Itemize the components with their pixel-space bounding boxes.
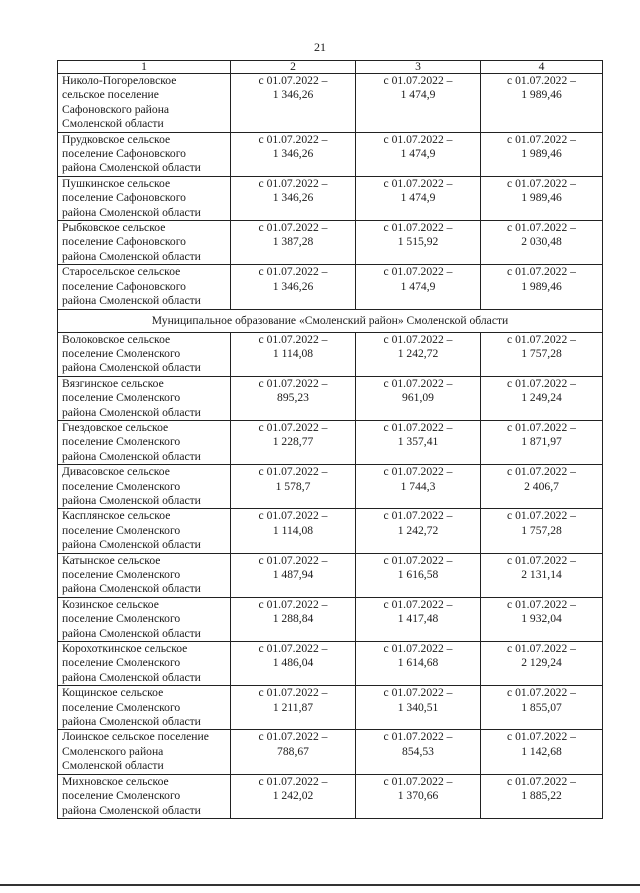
tariff-cell-col2: с 01.07.2022 – 1 578,7 [231,465,356,509]
column-header-4: 4 [481,61,603,74]
tariff-cell-col4: с 01.07.2022 – 1 871,97 [481,420,603,464]
settlement-name-cell: Катынское сельское поселение Смоленского района Смоленской области [58,553,231,597]
table-row [58,221,603,265]
settlement-name-cell: Николо-Погореловское сельское поселение Сафоновского района Смоленской области [58,74,231,133]
settlement-name-cell: Волоковское сельское поселение Смоленского района Смоленской области [58,332,231,376]
tariff-table [57,60,603,819]
tariff-cell-col3: с 01.07.2022 – 1 474,9 [356,74,481,133]
tariff-cell-col3: с 01.07.2022 – 1 474,9 [356,132,481,176]
table-row [58,509,603,553]
table-row [58,774,603,818]
page-number: 21 [314,40,326,54]
tariff-cell-col2: с 01.07.2022 – 1 242,02 [231,774,356,818]
settlement-name-cell: Прудковское сельское поселение Сафоновского района Смоленской области [58,132,231,176]
table-row [58,465,603,509]
tariff-cell-col3: с 01.07.2022 – 1 340,51 [356,686,481,730]
settlement-name-cell: Кощинское сельское поселение Смоленского района Смоленской области [58,686,231,730]
tariff-cell-col4: с 01.07.2022 – 1 855,07 [481,686,603,730]
section-row [58,309,603,332]
tariff-cell-col2: с 01.07.2022 – 1 114,08 [231,509,356,553]
settlement-name-cell: Гнездовское сельское поселение Смоленского района Смоленской области [58,420,231,464]
table-row [58,74,603,133]
table-body [58,74,603,819]
tariff-cell-col4: с 01.07.2022 – 1 932,04 [481,597,603,641]
tariff-cell-col4: с 01.07.2022 – 1 249,24 [481,376,603,420]
tariff-cell-col4: с 01.07.2022 – 1 989,46 [481,265,603,309]
tariff-cell-col4: с 01.07.2022 – 2 131,14 [481,553,603,597]
settlement-name-cell: Лоинское сельское поселение Смоленского района Смоленской области [58,730,231,774]
tariff-cell-col2: с 01.07.2022 – 1 387,28 [231,221,356,265]
table-row [58,730,603,774]
tariff-cell-col2: с 01.07.2022 – 1 228,77 [231,420,356,464]
tariff-cell-col2: с 01.07.2022 – 1 346,26 [231,74,356,133]
tariff-cell-col4: с 01.07.2022 – 1 142,68 [481,730,603,774]
tariff-cell-col3: с 01.07.2022 – 1 370,66 [356,774,481,818]
settlement-name-cell: Старосельское сельское поселение Сафоновского района Смоленской области [58,265,231,309]
table-row [58,686,603,730]
tariff-cell-col3: с 01.07.2022 – 1 614,68 [356,642,481,686]
bottom-rule [0,884,640,886]
settlement-name-cell: Козинское сельское поселение Смоленского района Смоленской области [58,597,231,641]
settlement-name-cell: Вязгинское сельское поселение Смоленского района Смоленской области [58,376,231,420]
table-row [58,420,603,464]
tariff-cell-col3: с 01.07.2022 – 1 744,3 [356,465,481,509]
table-row [58,176,603,220]
tariff-cell-col3: с 01.07.2022 – 1 474,9 [356,265,481,309]
tariff-cell-col2: с 01.07.2022 – 788,67 [231,730,356,774]
tariff-cell-col2: с 01.07.2022 – 1 211,87 [231,686,356,730]
tariff-cell-col3: с 01.07.2022 – 1 474,9 [356,176,481,220]
tariff-cell-col4: с 01.07.2022 – 2 030,48 [481,221,603,265]
settlement-name-cell: Рыбковское сельское поселение Сафоновского района Смоленской области [58,221,231,265]
tariff-cell-col4: с 01.07.2022 – 1 885,22 [481,774,603,818]
tariff-cell-col3: с 01.07.2022 – 854,53 [356,730,481,774]
tariff-cell-col3: с 01.07.2022 – 1 242,72 [356,509,481,553]
table-row [58,376,603,420]
settlement-name-cell: Касплянское сельское поселение Смоленского района Смоленской области [58,509,231,553]
tariff-cell-col4: с 01.07.2022 – 2 129,24 [481,642,603,686]
column-header-1: 1 [58,61,231,74]
tariff-cell-col3: с 01.07.2022 – 1 616,58 [356,553,481,597]
column-header-3: 3 [356,61,481,74]
tariff-cell-col2: с 01.07.2022 – 895,23 [231,376,356,420]
tariff-cell-col2: с 01.07.2022 – 1 346,26 [231,176,356,220]
tariff-cell-col2: с 01.07.2022 – 1 114,08 [231,332,356,376]
column-header-2: 2 [231,61,356,74]
table-row [58,132,603,176]
tariff-cell-col4: с 01.07.2022 – 1 757,28 [481,509,603,553]
table-row [58,332,603,376]
tariff-cell-col4: с 01.07.2022 – 1 757,28 [481,332,603,376]
tariff-cell-col2: с 01.07.2022 – 1 288,84 [231,597,356,641]
table-row [58,597,603,641]
settlement-name-cell: Михновское сельское поселение Смоленского района Смоленской области [58,774,231,818]
settlement-name-cell: Дивасовское сельское поселение Смоленского района Смоленской области [58,465,231,509]
tariff-cell-col4: с 01.07.2022 – 1 989,46 [481,132,603,176]
tariff-cell-col2: с 01.07.2022 – 1 346,26 [231,132,356,176]
tariff-cell-col4: с 01.07.2022 – 1 989,46 [481,74,603,133]
tariff-cell-col3: с 01.07.2022 – 961,09 [356,376,481,420]
tariff-cell-col2: с 01.07.2022 – 1 486,04 [231,642,356,686]
tariff-cell-col2: с 01.07.2022 – 1 346,26 [231,265,356,309]
tariff-cell-col3: с 01.07.2022 – 1 515,92 [356,221,481,265]
table-row [58,553,603,597]
tariff-cell-col3: с 01.07.2022 – 1 357,41 [356,420,481,464]
tariff-cell-col3: с 01.07.2022 – 1 242,72 [356,332,481,376]
table-row [58,642,603,686]
table-row [58,265,603,309]
tariff-cell-col4: с 01.07.2022 – 2 406,7 [481,465,603,509]
table-header-row [58,61,603,74]
tariff-cell-col4: с 01.07.2022 – 1 989,46 [481,176,603,220]
section-title: Муниципальное образование «Смоленский район» Смоленской области [58,309,603,332]
settlement-name-cell: Пушкинское сельское поселение Сафоновского района Смоленской области [58,176,231,220]
settlement-name-cell: Корохоткинское сельское поселение Смоленского района Смоленской области [58,642,231,686]
tariff-cell-col3: с 01.07.2022 – 1 417,48 [356,597,481,641]
tariff-cell-col2: с 01.07.2022 – 1 487,94 [231,553,356,597]
